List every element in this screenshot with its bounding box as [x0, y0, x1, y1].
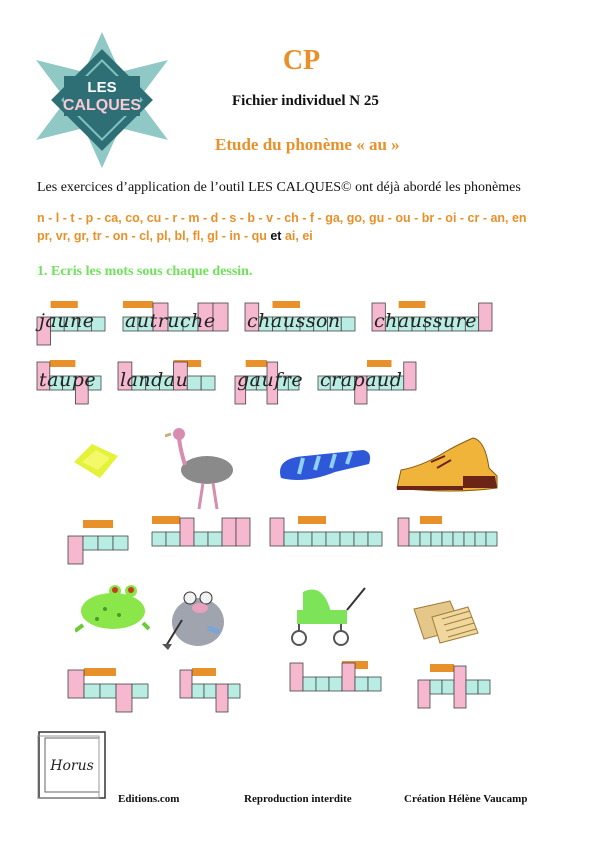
phoneme-highlight-bar [123, 301, 153, 308]
answer-cell [398, 518, 409, 546]
answer-cell [270, 518, 284, 546]
answer-grid[interactable] [68, 670, 148, 714]
word-label: jaune [39, 310, 95, 332]
phoneme-heading: Etude du phonème « au » [215, 135, 400, 154]
waffles-icon [410, 595, 480, 650]
answer-cell [431, 532, 442, 546]
answer-cell [98, 536, 113, 550]
answer-cell [329, 677, 342, 691]
answer-cell [180, 518, 194, 546]
answer-cell [180, 670, 192, 698]
answer-cell [83, 536, 98, 550]
answer-cell [466, 680, 478, 694]
answer-cell [453, 532, 464, 546]
mole-icon [160, 580, 235, 657]
word-model [245, 303, 355, 339]
answer-grid[interactable] [290, 663, 381, 707]
answer-cell [298, 532, 312, 546]
phoneme-highlight-bar [367, 360, 392, 367]
phoneme-highlight-bar [430, 664, 454, 672]
logo-text-calques: CALQUES [62, 97, 142, 114]
answer-grid[interactable] [270, 518, 382, 562]
answer-cell [68, 536, 83, 564]
answer-cell [464, 532, 475, 546]
word-label: taupe [39, 369, 97, 391]
answer-grid[interactable] [180, 670, 240, 714]
word-label: chausson [247, 310, 341, 332]
word-model [118, 362, 215, 398]
phoneme-list-line1: n - l - t - p - ca, co, cu - r - m - d - s - b - v - ch - f - ga, go, gu - ou - br - oi - cr - an, en [37, 211, 527, 225]
answer-cell [340, 532, 354, 546]
word-label: autruche [125, 310, 216, 332]
footer-reproduction: Reproduction interdite [244, 793, 352, 805]
word-model [372, 303, 492, 339]
phoneme-highlight-bar [50, 360, 76, 367]
answer-cell [216, 684, 228, 712]
logo-text-les: LES [87, 79, 117, 96]
word-model [37, 303, 105, 339]
word-model [318, 362, 416, 398]
phoneme-highlight-bar [84, 668, 116, 676]
phoneme-highlight-bar [83, 520, 113, 528]
answer-cell [228, 684, 240, 698]
answer-grid[interactable] [398, 518, 497, 562]
answer-cell [284, 532, 298, 546]
phoneme-list-et: et [270, 229, 282, 243]
intro-text: Les exercices d’application de l’outil LES CALQUES© ont déjà abordé les phonèmes [37, 180, 521, 195]
phoneme-list-line2a: pr, vr, gr, tr - on - cl, pl, bl, fl, gl - in - qu [37, 229, 267, 243]
horus-logo-text: Horus [50, 758, 94, 774]
shoe-icon [393, 432, 503, 502]
answer-cell [442, 532, 453, 546]
answer-cell [454, 666, 466, 708]
answer-cell [204, 684, 216, 698]
word-label: crapaud [320, 369, 403, 391]
answer-cell [152, 532, 166, 546]
answer-cell [192, 684, 204, 698]
word-label: gaufre [237, 369, 304, 391]
answer-cell [342, 663, 355, 691]
answer-cell [303, 677, 316, 691]
page-title: CP [282, 45, 321, 76]
answer-cell [430, 680, 442, 694]
answer-grid[interactable] [68, 522, 128, 566]
answer-cell [326, 532, 340, 546]
answer-cell [420, 532, 431, 546]
answer-cell [418, 680, 430, 708]
answer-cell [116, 684, 132, 712]
phoneme-highlight-bar [420, 516, 442, 524]
word-model [37, 362, 101, 398]
answer-cell [486, 532, 497, 546]
phoneme-highlight-bar [273, 301, 301, 308]
answer-cell [208, 532, 222, 546]
answer-cell [236, 518, 250, 546]
phoneme-highlight-bar [246, 360, 267, 367]
answer-cell [442, 680, 454, 694]
answer-cell [194, 532, 208, 546]
answer-cell [312, 532, 326, 546]
word-model [123, 303, 228, 339]
answer-cell [68, 670, 84, 698]
answer-cell [354, 532, 368, 546]
phoneme-list [37, 209, 557, 245]
answer-cell [132, 684, 148, 698]
paint-swatch-icon [70, 440, 120, 485]
toad-icon [75, 575, 150, 640]
answer-cell [84, 684, 100, 698]
page-subtitle: Fichier individuel N 25 [232, 93, 379, 109]
phoneme-highlight-bar [192, 668, 216, 676]
answer-cell [316, 677, 329, 691]
footer-editions: Editions.com [118, 793, 180, 805]
answer-cell [290, 663, 303, 691]
answer-cell [478, 680, 490, 694]
exercise-instruction: 1. Ecris les mots sous chaque dessin. [37, 264, 253, 279]
phoneme-highlight-bar [399, 301, 426, 308]
answer-cell [368, 677, 381, 691]
word-model [235, 362, 304, 398]
phoneme-highlight-bar [152, 516, 180, 524]
answer-cell [222, 518, 236, 546]
answer-cell [113, 536, 128, 550]
answer-cell [355, 677, 368, 691]
answer-grid[interactable] [418, 666, 490, 710]
answer-cell [166, 532, 180, 546]
baby-carriage-icon [283, 580, 373, 653]
word-label: landau [120, 369, 189, 391]
phoneme-list-line2b: ai, ei [284, 229, 313, 243]
answer-cell [475, 532, 486, 546]
slipper-icon [275, 440, 375, 495]
phoneme-highlight-bar [298, 516, 326, 524]
horus-logo [37, 730, 107, 800]
answer-cell [368, 532, 382, 546]
word-label: chaussure [374, 310, 478, 332]
phoneme-highlight-bar [51, 301, 78, 308]
ostrich-icon [165, 425, 245, 520]
answer-grid[interactable] [152, 518, 250, 562]
footer-creation: Création Hélène Vaucamp [404, 793, 528, 805]
answer-cell [100, 684, 116, 698]
answer-cell [409, 532, 420, 546]
